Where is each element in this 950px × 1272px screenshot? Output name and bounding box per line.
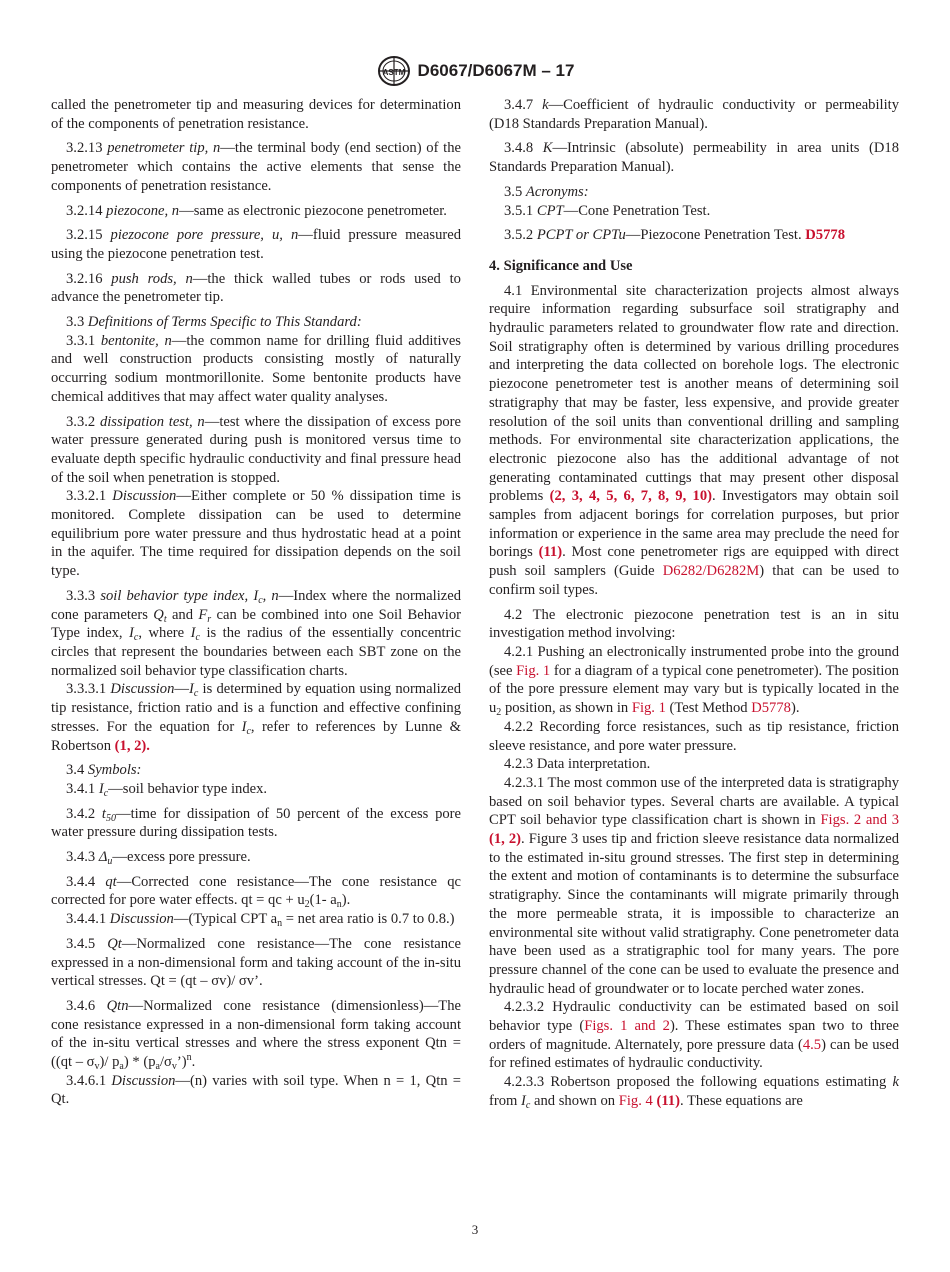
paragraph-4-2: 4.2 The electronic piezocone penetration test is an in situ investigation method involving: bbox=[489, 606, 899, 642]
left-column bbox=[51, 96, 461, 1115]
figure-link-1-2[interactable]: Figs. 1 and 2 bbox=[584, 1018, 670, 1035]
paragraph-4-2-3-3: 4.2.3.3 Robertson proposed the following equations estimating k from $I_c$ and shown on Fig. 4 (11). These equations are bbox=[489, 1074, 899, 1111]
paragraph-3-2-14: 3.2.14 piezocone, n—same as electronic piezocone penetrometer. bbox=[66, 202, 447, 219]
paragraph-3-2-12-cont: called the penetrometer tip and measuring devices for determination of the components of penetration resistance. bbox=[51, 97, 461, 132]
paragraph-3-3-2-1: 3.3.2.1 Discussion—Either complete or 50 % dissipation time is monitored. Complete dissipation can be used to determine equilibrium pore water pressure and thus hydrostatic head at a point in the aquifer. The time required for dissipation depends on the soil type. bbox=[51, 488, 461, 580]
standard-link-d5778[interactable]: D5778 bbox=[805, 227, 845, 244]
paragraph-3-4: 3.4 Symbols: bbox=[66, 762, 142, 779]
paragraph-4-2-1: 4.2.1 Pushing an electronically instrumented probe into the ground (see Fig. 1 for a diagram of a typical cone penetrometer). The position of the pore pressure element may vary but is typically located in the $u_2$ position, as shown in Fig. 1 (Test Method D5778). bbox=[489, 643, 899, 719]
section-link-4-5[interactable]: 4.5 bbox=[802, 1036, 822, 1053]
reference-link-11[interactable]: (11) bbox=[538, 544, 563, 561]
paragraph-3-4-6-1: 3.4.6.1 Discussion—(n) varies with soil type. When n = 1, Qtn = Qt. bbox=[51, 1072, 461, 1108]
page-header bbox=[0, 54, 950, 88]
figure-link-4[interactable]: Fig. 4 bbox=[618, 1092, 653, 1109]
paragraph-4-2-3-2: 4.2.3.2 Hydraulic conductivity can be estimated based on soil behavior type (Figs. 1 and 2). These estimates span two to three orders of magnitude. Alternately, pore pressure data (4.5) can be used for refined estimates of hydraulic conductivity. bbox=[489, 999, 899, 1072]
paragraph-3-4-5: 3.4.5 Qt—Normalized cone resistance—The cone resistance expressed in a non-dimensional form and taking account of the in-situ vertical stresses. Qt = (qt – σv)/ σv’. bbox=[51, 935, 461, 990]
paragraph-3-3-2: 3.3.2 dissipation test, n—test where the dissipation of excess pore water pressure generated during push is monitored versus time to evaluate depth specific hydraulic conductivity and final pressure head of the soil when penetration is stopped. bbox=[51, 413, 461, 486]
paragraph-3-2-13: 3.2.13 penetrometer tip, n—the terminal body (end section) of the penetrometer which contains the active elements that sense the components of penetration resistance. bbox=[51, 140, 461, 194]
reference-link-2[interactable]: 2 bbox=[134, 737, 142, 754]
paragraph-3-3-3: 3.3.3 soil behavior type index, $I_c$, n—Index where the normalized cone parameters $Q_t$ and $F_r$ can be combined into one Soil Behavior Type index, $I_c$, where $I_c$ is the radius of the essentially concentric circles that represent the boundaries between each SBT zone on the normalized soil behavior type classification charts. bbox=[51, 587, 462, 679]
paragraph-3-4-4-1: 3.4.4.1 Discussion—(Typical CPT $a_n$ = net area ratio is 0.7 to 0.8.) bbox=[66, 911, 455, 930]
paragraph-3-5-1: 3.5.1 CPT—Cone Penetration Test. bbox=[504, 202, 711, 219]
svg-text:ASTM: ASTM bbox=[382, 68, 405, 77]
reference-link-11b[interactable]: (11) bbox=[656, 1092, 680, 1109]
standard-link-d6282[interactable]: D6282/D6282M bbox=[662, 563, 760, 580]
reference-links-1-2[interactable]: (1, 2) bbox=[489, 831, 522, 848]
paragraph-3-4-1: 3.4.1 $I_c—soil$ behavior type index. bbox=[66, 780, 268, 799]
paragraph-4-2-3: 4.2.3 Data interpretation. bbox=[504, 756, 651, 773]
paragraph-3-5-2: 3.5.2 PCPT or CPTu—Piezocone Penetration Test. D5778 bbox=[504, 227, 845, 244]
paragraph-3-5: 3.5 Acronyms: bbox=[504, 183, 589, 200]
standard-link-d5778b[interactable]: D5778 bbox=[751, 700, 791, 717]
paragraph-3-4-8: 3.4.8 K—Intrinsic (absolute) permeability in area units (D18 Standards Preparation Manual). bbox=[489, 140, 899, 176]
section-heading: 4. Significance and Use bbox=[489, 257, 633, 274]
paragraph-3-3: 3.3 Definitions of Terms Specific to This Standard: bbox=[66, 314, 362, 331]
paragraph-4-2-2: 4.2.2 Recording force resistances, such as tip resistance, friction sleeve resistance, and pore water pressure. bbox=[489, 718, 899, 754]
paragraph-3-4-4: 3.4.4 qt—Corrected cone resistance—The cone resistance qc corrected for pore water effects. qt = qc + $u_2(1-$ $a_n$). bbox=[51, 873, 461, 911]
paragraph-3-4-3: 3.4.3 $\Delta_u—excess$ pore pressure. bbox=[66, 849, 251, 868]
paragraph-4-1: 4.1 Environmental site characterization projects almost always require information regarding subsurface soil stratigraphy and hydraulic parameters related to groundwater flow rate and direction. Soil stratigraphy often is determined by various drilling procedures and interpreting the data collected on borehole logs. The electronic piezocone penetrometer test is another means of determining soil stratigraphy that may be faster, less expensive, and provide greater resolution of the soil units than conventional drilling and sampling methods. For environmental site characterization applications, the electronic piezocone also has the additional advantage of not generating contaminated cuttings that may present other disposal problems (2, 3, 4, 5, 6, 7, 8, 9, 10). Investigators may obtain soil samples from adjacent borings for correlation purposes, but prior information or experience in the same area may preclude the need for borings (11). Most cone penetrometer rigs are equipped with direct push soil samplers (Guide D6282/D6282M) that can be used to confirm soil types. bbox=[489, 282, 899, 598]
reference-links-2-10[interactable]: (2, 3, 4, 5, 6, 7, 8, 9, 10) bbox=[549, 488, 713, 505]
figure-link-1b[interactable]: Fig. 1 bbox=[631, 700, 666, 717]
figure-link-1[interactable]: Fig. 1 bbox=[516, 662, 551, 679]
paragraph-3-4-7: 3.4.7 k—Coefficient of hydraulic conductivity or permeability (D18 Standards Preparation Manual). bbox=[489, 97, 899, 132]
paragraph-4-2-3-1: 4.2.3.1 The most common use of the interpreted data is stratigraphy based on soil behavior types. Several charts are available. A typical CPT soil behavior type classification chart is shown in Figs. 2 and 3 (1, 2). Figure 3 uses tip and friction sleeve resistance data normalized to the estimated in-situ ground stresses. The first step in determining the extent and motion of contaminants is to determine the subsurface stratigraphy. Since the contaminants will migrate primarily through the more permeable strata, it is impossible to characterize an environmental site without valid stratigraphy. Cone penetrometer data have been used as a stratigraphic tool for many years. The pore pressure channel of the cone can be used to evaluate the presence and hydraulic head of groundwater or to locate perched water zones. bbox=[489, 774, 899, 997]
paragraph-3-3-3-1: 3.3.3.1 $Discussion—I_c$ is determined by equation using normalized tip resistance, friction ratio and is a function and effective confining stresses. For the equation for $I_c$, refer to references by Lunne & Robertson (1, 2). bbox=[51, 681, 461, 754]
document-id: D6067/D6067M – 17 bbox=[417, 61, 575, 80]
astm-logo-icon bbox=[376, 55, 412, 87]
page-number: 3 bbox=[471, 1222, 479, 1237]
reference-link-1[interactable]: 1 bbox=[119, 737, 127, 754]
paragraph-3-4-6: 3.4.6 Qtn—Normalized cone resistance (dimensionless)—The cone resistance expressed in a non-dimensional form taking account of the in-situ vertical stresses and where the stress exponent Qtn = ($(qt - \sigma_v)/$ $p_a$) * $(p_a/\sigma_v’)^n$. bbox=[51, 997, 461, 1073]
paragraph-3-2-16: 3.2.16 push rods, n—the thick walled tubes or rods used to advance the penetrometer tip. bbox=[51, 270, 461, 306]
paragraph-3-3-1: 3.3.1 bentonite, n—the common name for drilling fluid additives and well construction products consisting mostly of naturally occurring sodium montmorillonite. Some bentonite products have chemical additives that may affect water quality analyses. bbox=[51, 332, 461, 405]
paragraph-3-2-15: 3.2.15 piezocone pore pressure, u, n—fluid pressure measured using the piezocone penetration test. bbox=[51, 227, 461, 262]
right-column bbox=[489, 96, 899, 1111]
figure-link-2-3[interactable]: Figs. 2 and 3 bbox=[820, 812, 899, 829]
paragraph-3-4-2: 3.4.2 $t_{50}—time$ for dissipation of 50 percent of the excess pore water pressure during dissipation tests. bbox=[51, 805, 461, 841]
